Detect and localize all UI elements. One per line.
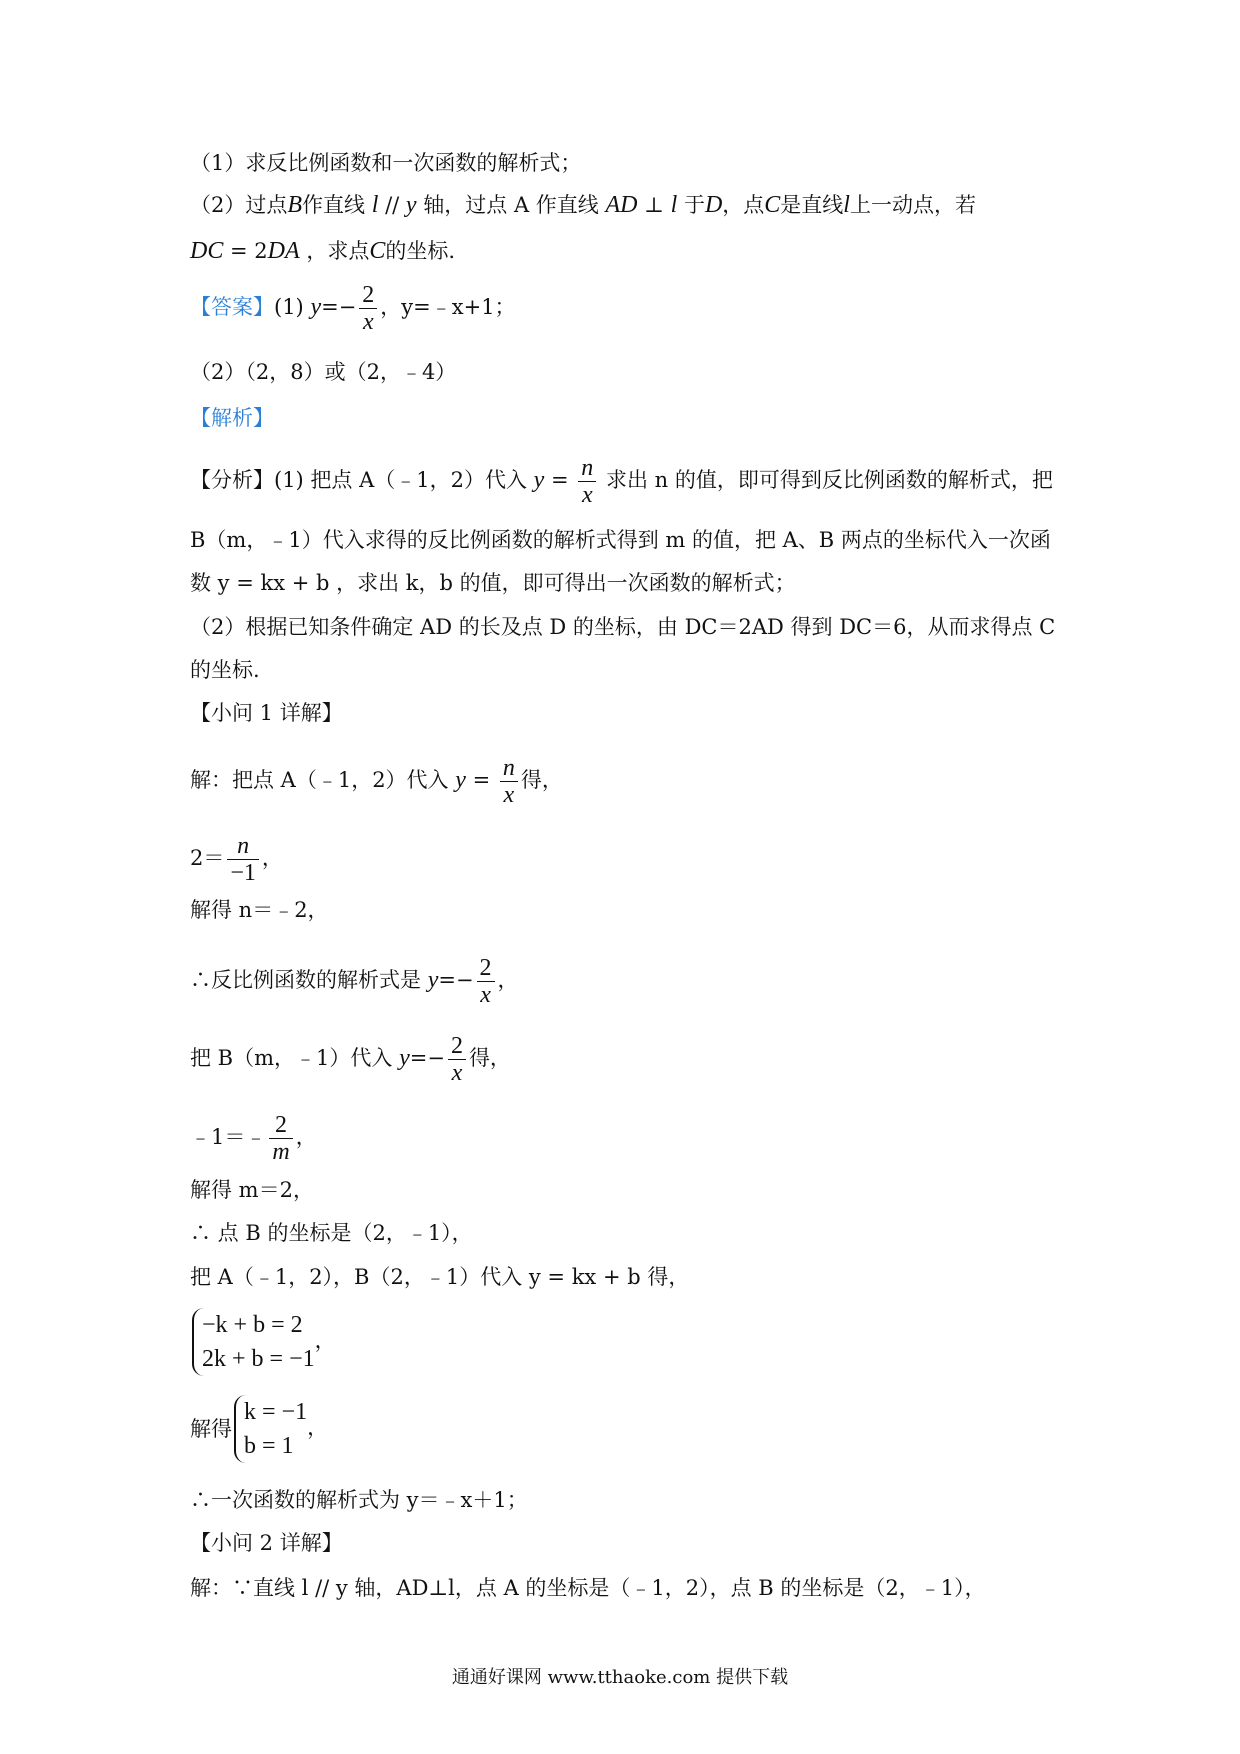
solution-line-6: ﹣1＝﹣ $\frac{2}{m}$ ，	[190, 1112, 317, 1165]
fenxi-line2: B（m，﹣1）代入求得的反比例函数的解析式得到 m 的值，把 A、B 两点的坐标代入一次函	[190, 528, 1051, 552]
sub-heading-1: 【小问 1 详解】	[190, 701, 343, 725]
question-2-line2: DC = 2DA ，求点C的坐标.	[190, 238, 456, 264]
equation-system-1: −k + b = 2 2k + b = −1 ，	[190, 1308, 336, 1376]
solution-line-4: ∴反比例函数的解析式是 y=− $\frac{2}{x}$ ，	[190, 955, 519, 1008]
fenxi-line1: 【分析】(1) 把点 A（﹣1，2）代入 y = $\frac{n}{x}$ 求出 n 的值，即可得到反比例函数的解析式，把	[190, 455, 1053, 508]
solution-line-5: 把 B（m，﹣1）代入 y=− $\frac{2}{x}$ 得，	[190, 1033, 511, 1086]
fenxi-line5: 的坐标.	[190, 658, 260, 682]
question-1: （1）求反比例函数和一次函数的解析式；	[190, 151, 582, 175]
analysis-tag: 【解析】	[190, 406, 274, 430]
solution-line-1: 解：把点 A（﹣1，2）代入 y = $\frac{n}{x}$ 得，	[190, 755, 563, 808]
fraction: $\frac{2}{x}$	[359, 282, 377, 335]
fraction: $\frac{2}{x}$	[448, 1033, 466, 1086]
system-brace: k = −1 b = 1	[234, 1395, 307, 1463]
solution-line-11: ∴一次函数的解析式为 y＝﹣x＋1；	[190, 1488, 528, 1512]
solution-line-2: 2＝ $\frac{n}{-1}$ ，	[190, 833, 283, 886]
solution-line-8: ∴ 点 B 的坐标是（2，﹣1），	[190, 1221, 473, 1245]
solution-line-12: 解：∵直线 l // y 轴，AD⊥l，点 A 的坐标是（﹣1，2），点 B 的坐标是（2，﹣1），	[190, 1576, 986, 1600]
fraction: $\frac{n}{-1}$	[227, 833, 259, 886]
fraction: $\frac{n}{x}$	[578, 455, 596, 508]
solution-line-9: 把 A（﹣1，2），B（2，﹣1）代入 y = kx + b 得，	[190, 1265, 690, 1289]
page-footer: 通通好课网 www.tthaoke.com 提供下载	[451, 1667, 789, 1688]
fraction: $\frac{2}{m}$	[269, 1112, 292, 1165]
answer-line: 【答案】(1) y=− $\frac{2}{x}$ ，y=﹣x+1；	[190, 282, 516, 335]
question-2-line1: （2）过点B作直线 l // y 轴，过点 A 作直线 AD ⊥ l 于D，点C是直线l上一动点，若	[190, 192, 976, 218]
equation-system-2: 解得 k = −1 b = 1 ，	[190, 1395, 328, 1463]
answer-2: （2）（2，8）或（2，﹣4）	[190, 360, 457, 384]
fraction: $\frac{2}{x}$	[477, 955, 495, 1008]
solution-line-3: 解得 n＝﹣2，	[190, 898, 329, 922]
system-brace: −k + b = 2 2k + b = −1	[192, 1308, 315, 1376]
fenxi-line4: （2）根据已知条件确定 AD 的长及点 D 的坐标，由 DC＝2AD 得到 DC＝6，从而求得点 C	[190, 615, 1056, 639]
solution-line-7: 解得 m＝2，	[190, 1178, 314, 1202]
sub-heading-2: 【小问 2 详解】	[190, 1531, 343, 1555]
answer-tag: 【答案】	[190, 295, 274, 319]
fenxi-line3: 数 y = kx + b ，求出 k，b 的值，即可得出一次函数的解析式；	[190, 571, 796, 595]
fraction: $\frac{n}{x}$	[500, 755, 518, 808]
